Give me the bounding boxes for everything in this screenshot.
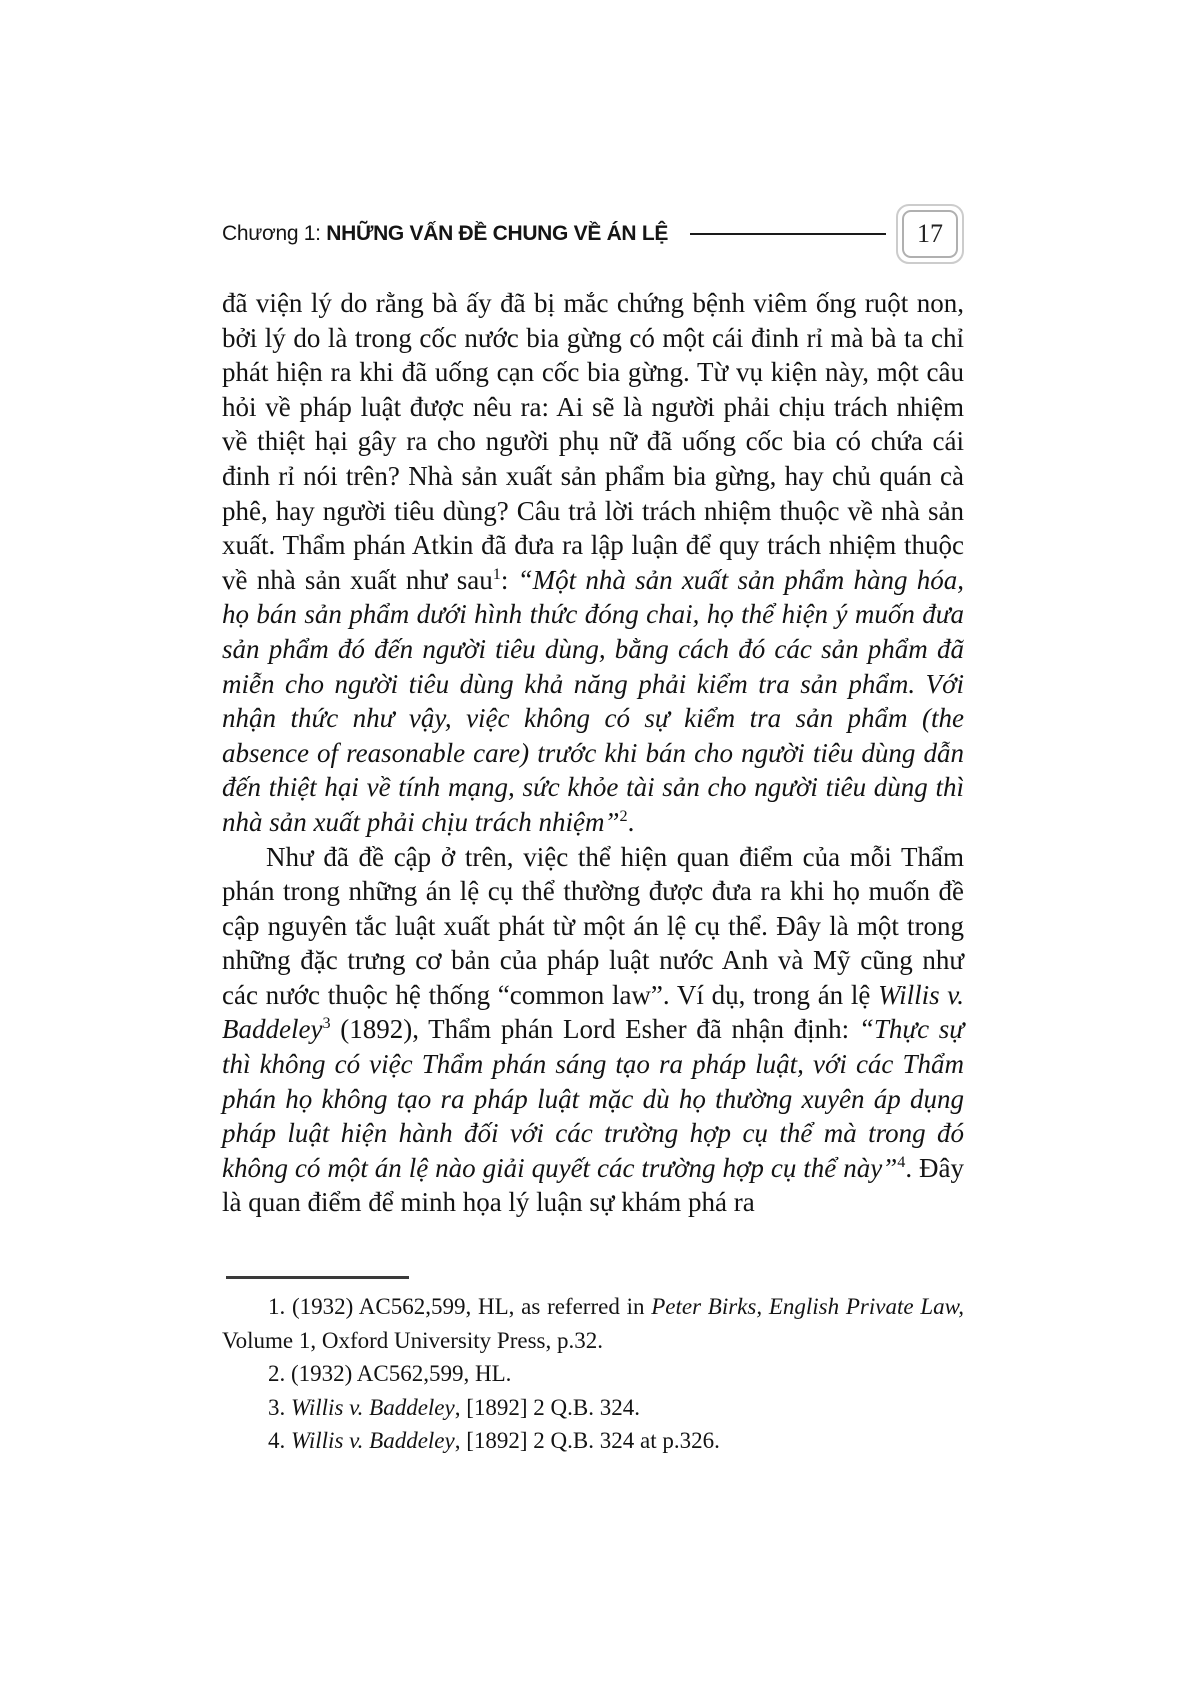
footnote-ref-1: 1 (492, 564, 501, 583)
body-text-run: . (627, 806, 635, 837)
chapter-number-label: Chương 1: (222, 222, 327, 245)
body-text-run: : (500, 564, 518, 595)
footnote-text: 2. (1932) AC562,599, HL. (268, 1361, 512, 1386)
footnote-3 (222, 1391, 964, 1425)
footnote-text: 1. (1932) AC562,599, HL, as referred in (268, 1294, 652, 1319)
footnote-4 (222, 1424, 964, 1458)
chapter-name-label: NHỮNG VẤN ĐỀ CHUNG VỀ ÁN LỆ (326, 222, 669, 245)
case-name: Willis v. Baddeley (222, 979, 965, 1045)
paragraph-continuation (222, 286, 964, 840)
footnote-text: , [1892] 2 Q.B. 324 at p.326. (454, 1428, 720, 1453)
footnote-2 (222, 1357, 964, 1391)
footnote-text: , [1892] 2 Q.B. 324. (454, 1394, 640, 1420)
footnote-separator-rule (226, 1276, 409, 1279)
footnote-ref-2: 2 (619, 806, 628, 825)
body-text-run: . Đây là quan điểm để minh họa lý luận sự khám phá ra (222, 1152, 965, 1218)
body-text-run: đã viện lý do rằng bà ấy đã bị mắc chứng bệnh viêm ống ruột non, bởi lý do là trong cốc nước bia gừng có một cái đinh rỉ mà bà ta chỉ phát hiện ra khi đã uống cạn cốc bia gừng. Từ vụ kiện này, một câu hỏi về pháp luật được nêu ra: Ai sẽ là người phải chịu trách nhiệm về thiệt hại gây ra cho người phụ nữ đã uống cốc bia có chứa cái đinh rỉ nói trên? Nhà sản xuất sản phẩm bia gừng, hay chủ quán cà phê, hay người tiêu dùng? Câu trả lời trách nhiệm thuộc về nhà sản xuất. Thẩm phán Atkin đã đưa ra lập luận để quy trách nhiệm thuộc về nhà sản xuất như sau (222, 288, 964, 595)
quoted-passage: “Một nhà sản xuất sản phẩm hàng hóa, họ bán sản phẩm dưới hình thức đóng chai, họ thể hiện ý muốn đưa sản phẩm đó đến người tiêu dùng, bằng cách đó các sản phẩm đã miễn cho người tiêu dùng khả năng phải kiểm tra sản phẩm. Với nhận thức như vậy, việc không có sự kiểm tra sản phẩm (the absence of reasonable care) trước khi bán cho người tiêu dùng dẫn đến thiệt hại về tính mạng, sức khỏe tài sản cho người tiêu dùng thì nhà sản xuất phải chịu trách nhiệm” (222, 564, 964, 837)
page-number-badge (896, 204, 964, 264)
paragraph-2 (222, 840, 964, 1221)
quoted-passage: “Thực sự thì không có việc Thẩm phán sáng tạo ra pháp luật, với các Thẩm phán họ không tạo ra pháp luật mặc dù họ thường xuyên áp dụng pháp luật hiện hành đối với các trường hợp cụ thể mà trong đó không có một án lệ nào giải quyết các trường hợp cụ thể này” (222, 1014, 965, 1183)
page-body (222, 286, 964, 1220)
body-text-run: Như đã đề cập ở trên, việc thể hiện quan điểm của mỗi Thẩm phán trong những án lệ cụ thể thường được đưa ra khi họ muốn đề cập nguyên tắc luật xuất phát từ một án lệ cụ thể. Đây là một trong những đặc trưng cơ bản của pháp luật nước Anh và Mỹ cũng như các nước thuộc hệ thống “common law”. Ví dụ, trong án lệ (222, 841, 964, 1010)
footnote-1 (222, 1290, 964, 1357)
footnote-ref-4: 4 (897, 1152, 906, 1171)
footnote-citation: Willis v. Baddeley (291, 1394, 455, 1420)
footnotes-section (222, 1276, 964, 1458)
footnote-citation: Willis v. Baddeley (291, 1428, 455, 1453)
footnote-text: 3. (268, 1394, 291, 1420)
page-number: 17 (902, 210, 958, 258)
footnote-ref-3: 3 (322, 1014, 331, 1033)
body-text-run: (1892), Thẩm phán Lord Esher đã nhận định: (330, 1014, 859, 1045)
footnote-text: 4. (268, 1428, 291, 1453)
running-header (222, 204, 964, 264)
footnote-text: Volume 1, Oxford University Press, p.32. (222, 1327, 603, 1353)
header-rule (690, 233, 886, 235)
footnote-citation: Peter Birks, English Private Law, (651, 1294, 964, 1319)
chapter-title (222, 222, 668, 246)
